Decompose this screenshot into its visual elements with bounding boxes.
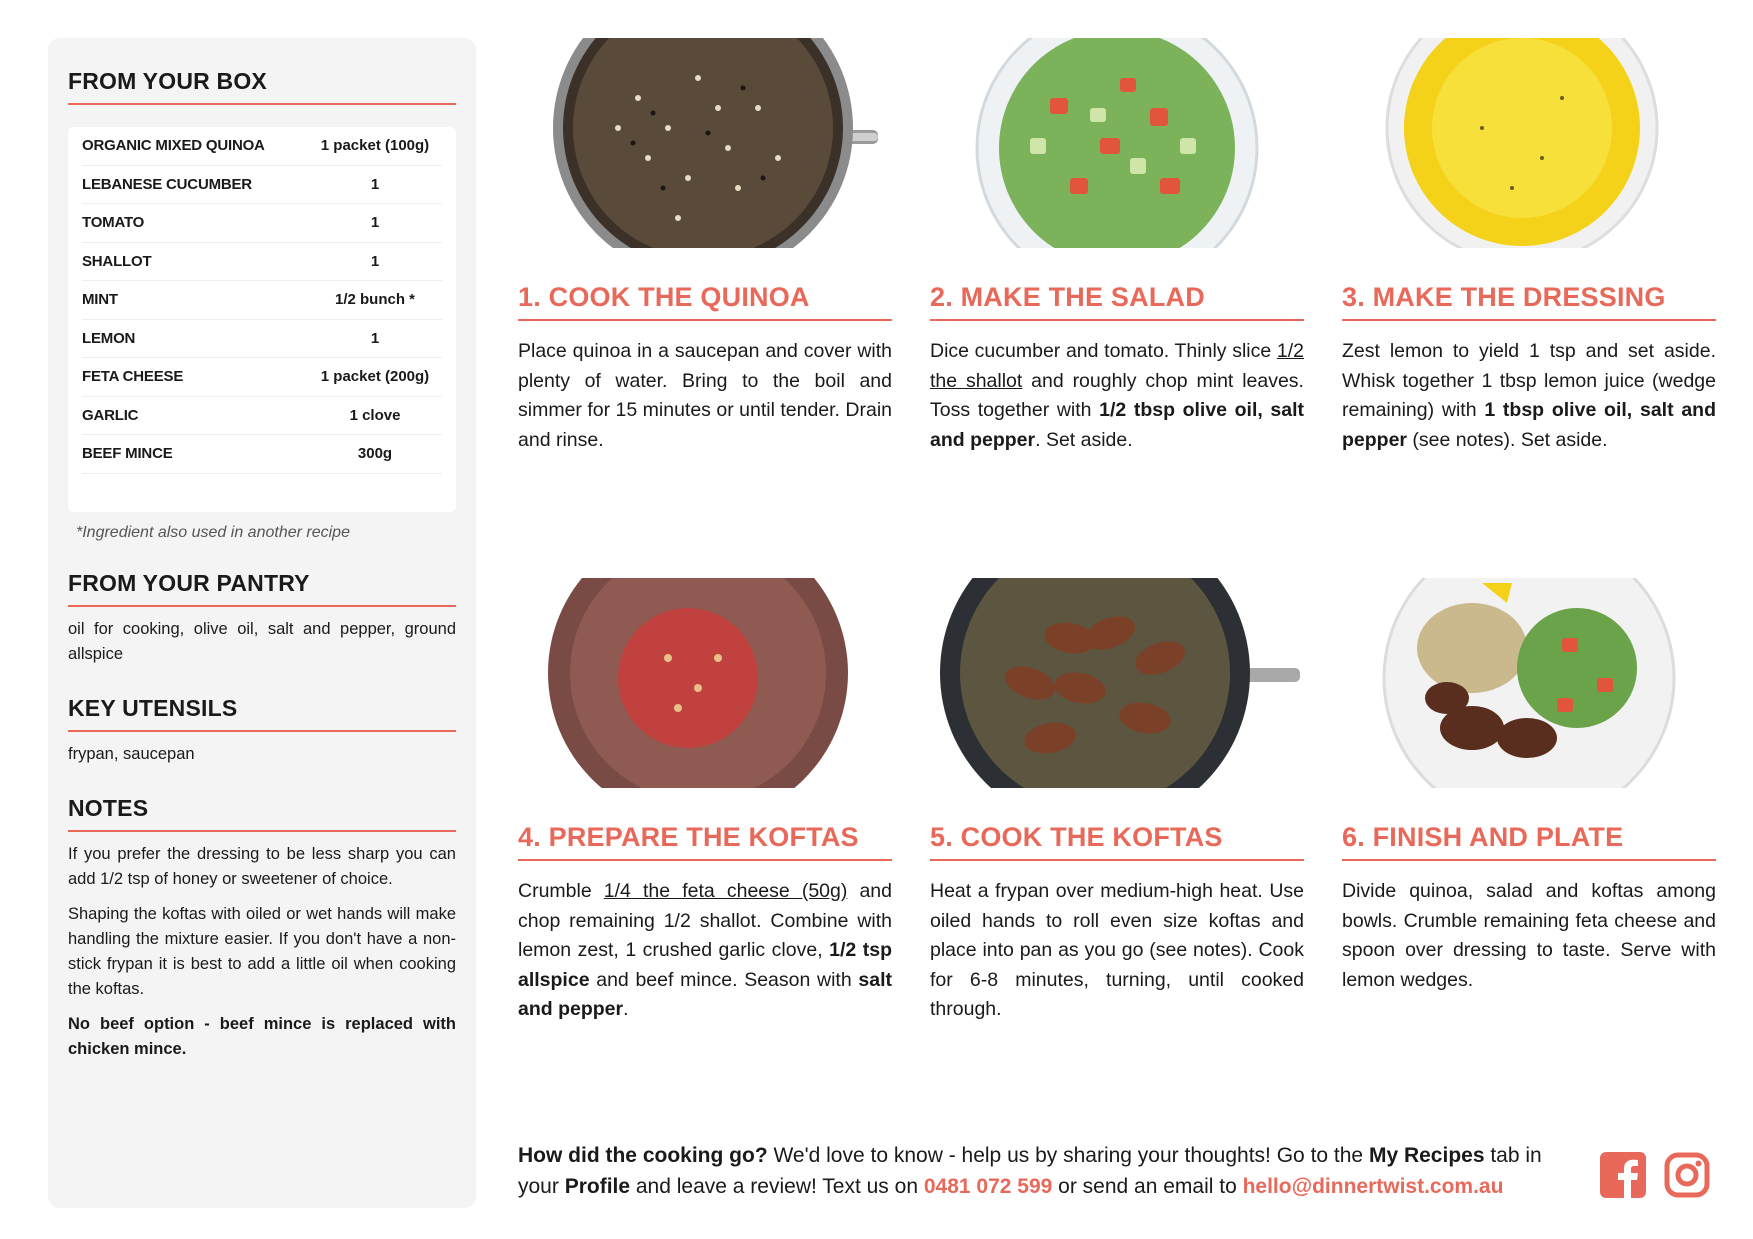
step-6 <box>1342 578 1716 995</box>
step-5-title: 5. COOK THE KOFTAS <box>930 822 1304 861</box>
utensils-heading: KEY UTENSILS <box>68 695 456 732</box>
salad-bowl-image <box>930 38 1304 248</box>
table-row <box>82 243 442 282</box>
ingredient-name: TOMATO <box>82 214 145 232</box>
step-6-title: 6. FINISH AND PLATE <box>1342 822 1716 861</box>
note-text: Shaping the koftas with oiled or wet hands will make handling the mixture easier. If you don't have a non-stick frypan it is best to add a little oil when cooking the koftas. <box>68 904 456 998</box>
ingredient-name: ORGANIC MIXED QUINOA <box>82 137 265 155</box>
quinoa-sieve-image <box>518 38 892 248</box>
step-3-title: 3. MAKE THE DRESSING <box>1342 282 1716 321</box>
phone-link[interactable]: 0481 072 599 <box>923 1175 1053 1198</box>
step-4-title: 4. PREPARE THE KOFTAS <box>518 822 892 861</box>
table-row <box>82 435 442 474</box>
note-text: If you prefer the dressing to be less sharp you can add 1/2 tsp of honey or sweetener of choice. <box>68 844 456 888</box>
facebook-icon[interactable] <box>1600 1152 1646 1198</box>
step-3-text: Zest lemon to yield 1 tsp and set aside. Whisk together 1 tbsp lemon juice (wedge remaining) with 1 tbsp olive oil, salt and pepper (see notes). Set aside. <box>1342 340 1717 451</box>
step-3-image <box>1342 38 1716 248</box>
step-2 <box>930 38 1304 455</box>
ingredient-qty: 1 <box>370 175 380 193</box>
ingredient-name: BEEF MINCE <box>82 445 173 463</box>
step-6-text: Divide quinoa, salad and koftas among bowls. Crumble remaining feta cheese and spoon over dressing to taste. Serve with lemon wedges. <box>1342 880 1716 991</box>
kofta-mix-image <box>518 578 892 788</box>
ingredient-qty: 1 clove <box>349 406 401 424</box>
notes-heading: NOTES <box>68 795 456 832</box>
frypan-koftas-image <box>930 578 1304 788</box>
step-1 <box>518 38 892 455</box>
step-2-text: Dice cucumber and tomato. Thinly slice 1/2 the shallot and roughly chop mint leaves. Toss together with 1/2 tbsp olive oil, salt and pepper. Set aside. <box>930 340 1304 451</box>
box-heading: FROM YOUR BOX <box>68 68 456 105</box>
table-row <box>82 204 442 243</box>
utensils-section <box>68 695 456 767</box>
table-row <box>82 166 442 205</box>
ingredient-name: SHALLOT <box>82 252 152 270</box>
dressing-bowl-image <box>1342 38 1716 248</box>
table-row <box>82 397 442 436</box>
ingredient-qty: 1 packet (200g) <box>320 368 430 386</box>
pantry-heading: FROM YOUR PANTRY <box>68 570 456 607</box>
feedback-footer: How did the cooking go? We'd love to know - help us by sharing your thoughts! Go to the My Recipes tab in your Profile and leave a review! Text us on 0481 072 599 or send an email to hello@dinnertwist.com.au <box>518 1144 1542 1198</box>
ingredient-footnote: *Ingredient also used in another recipe <box>76 523 350 541</box>
ingredient-qty: 1 packet (100g) <box>320 137 430 155</box>
table-row <box>82 358 442 397</box>
ingredient-name: MINT <box>82 291 118 309</box>
pantry-text: oil for cooking, olive oil, salt and pepper, ground allspice <box>68 619 456 663</box>
plated-dish-image <box>1342 578 1716 788</box>
utensils-text: frypan, saucepan <box>68 744 195 763</box>
step-5-image <box>930 578 1304 788</box>
ingredients-sidebar <box>48 38 476 1208</box>
step-1-text: Place quinoa in a saucepan and cover with plenty of water. Bring to the boil and simmer for 15 minutes or until tender. Drain and rinse. <box>518 340 892 451</box>
step-4-text: Crumble 1/4 the feta cheese (50g) and chop remaining 1/2 shallot. Combine with lemon zest, 1 crushed garlic clove, 1/2 tsp allspice and beef mince. Season with salt and pepper. <box>518 880 892 1020</box>
step-6-image <box>1342 578 1716 788</box>
ingredient-qty: 1 <box>370 329 380 347</box>
ingredient-qty: 1 <box>370 214 380 232</box>
ingredient-name: GARLIC <box>82 406 139 424</box>
step-2-image <box>930 38 1304 248</box>
pantry-section <box>68 570 456 667</box>
ingredient-name: LEMON <box>82 329 136 347</box>
ingredient-qty: 1/2 bunch * <box>334 291 416 309</box>
instagram-icon[interactable] <box>1664 1152 1710 1198</box>
step-1-image <box>518 38 892 248</box>
table-row <box>82 281 442 320</box>
email-link[interactable]: hello@dinnertwist.com.au <box>1242 1175 1504 1198</box>
step-2-title: 2. MAKE THE SALAD <box>930 282 1304 321</box>
step-1-title: 1. COOK THE QUINOA <box>518 282 892 321</box>
ingredient-name: LEBANESE CUCUMBER <box>82 175 252 193</box>
ingredient-name: FETA CHEESE <box>82 368 184 386</box>
ingredient-qty: 300g <box>357 445 393 463</box>
step-4 <box>518 578 892 1025</box>
step-5-text: Heat a frypan over medium-high heat. Use oiled hands to roll even size koftas and place into pan as you go (see notes). Cook for 6-8 minutes, turning, until cooked through. <box>930 880 1304 1020</box>
step-3 <box>1342 38 1716 455</box>
ingredient-qty: 1 <box>370 252 380 270</box>
note-bold-text: No beef option - beef mince is replaced with chicken mince. <box>68 1014 456 1058</box>
step-5 <box>930 578 1304 1025</box>
table-row <box>82 320 442 359</box>
notes-section <box>68 795 456 1062</box>
step-4-image <box>518 578 892 788</box>
table-row <box>82 127 442 166</box>
ingredients-table <box>68 127 456 512</box>
